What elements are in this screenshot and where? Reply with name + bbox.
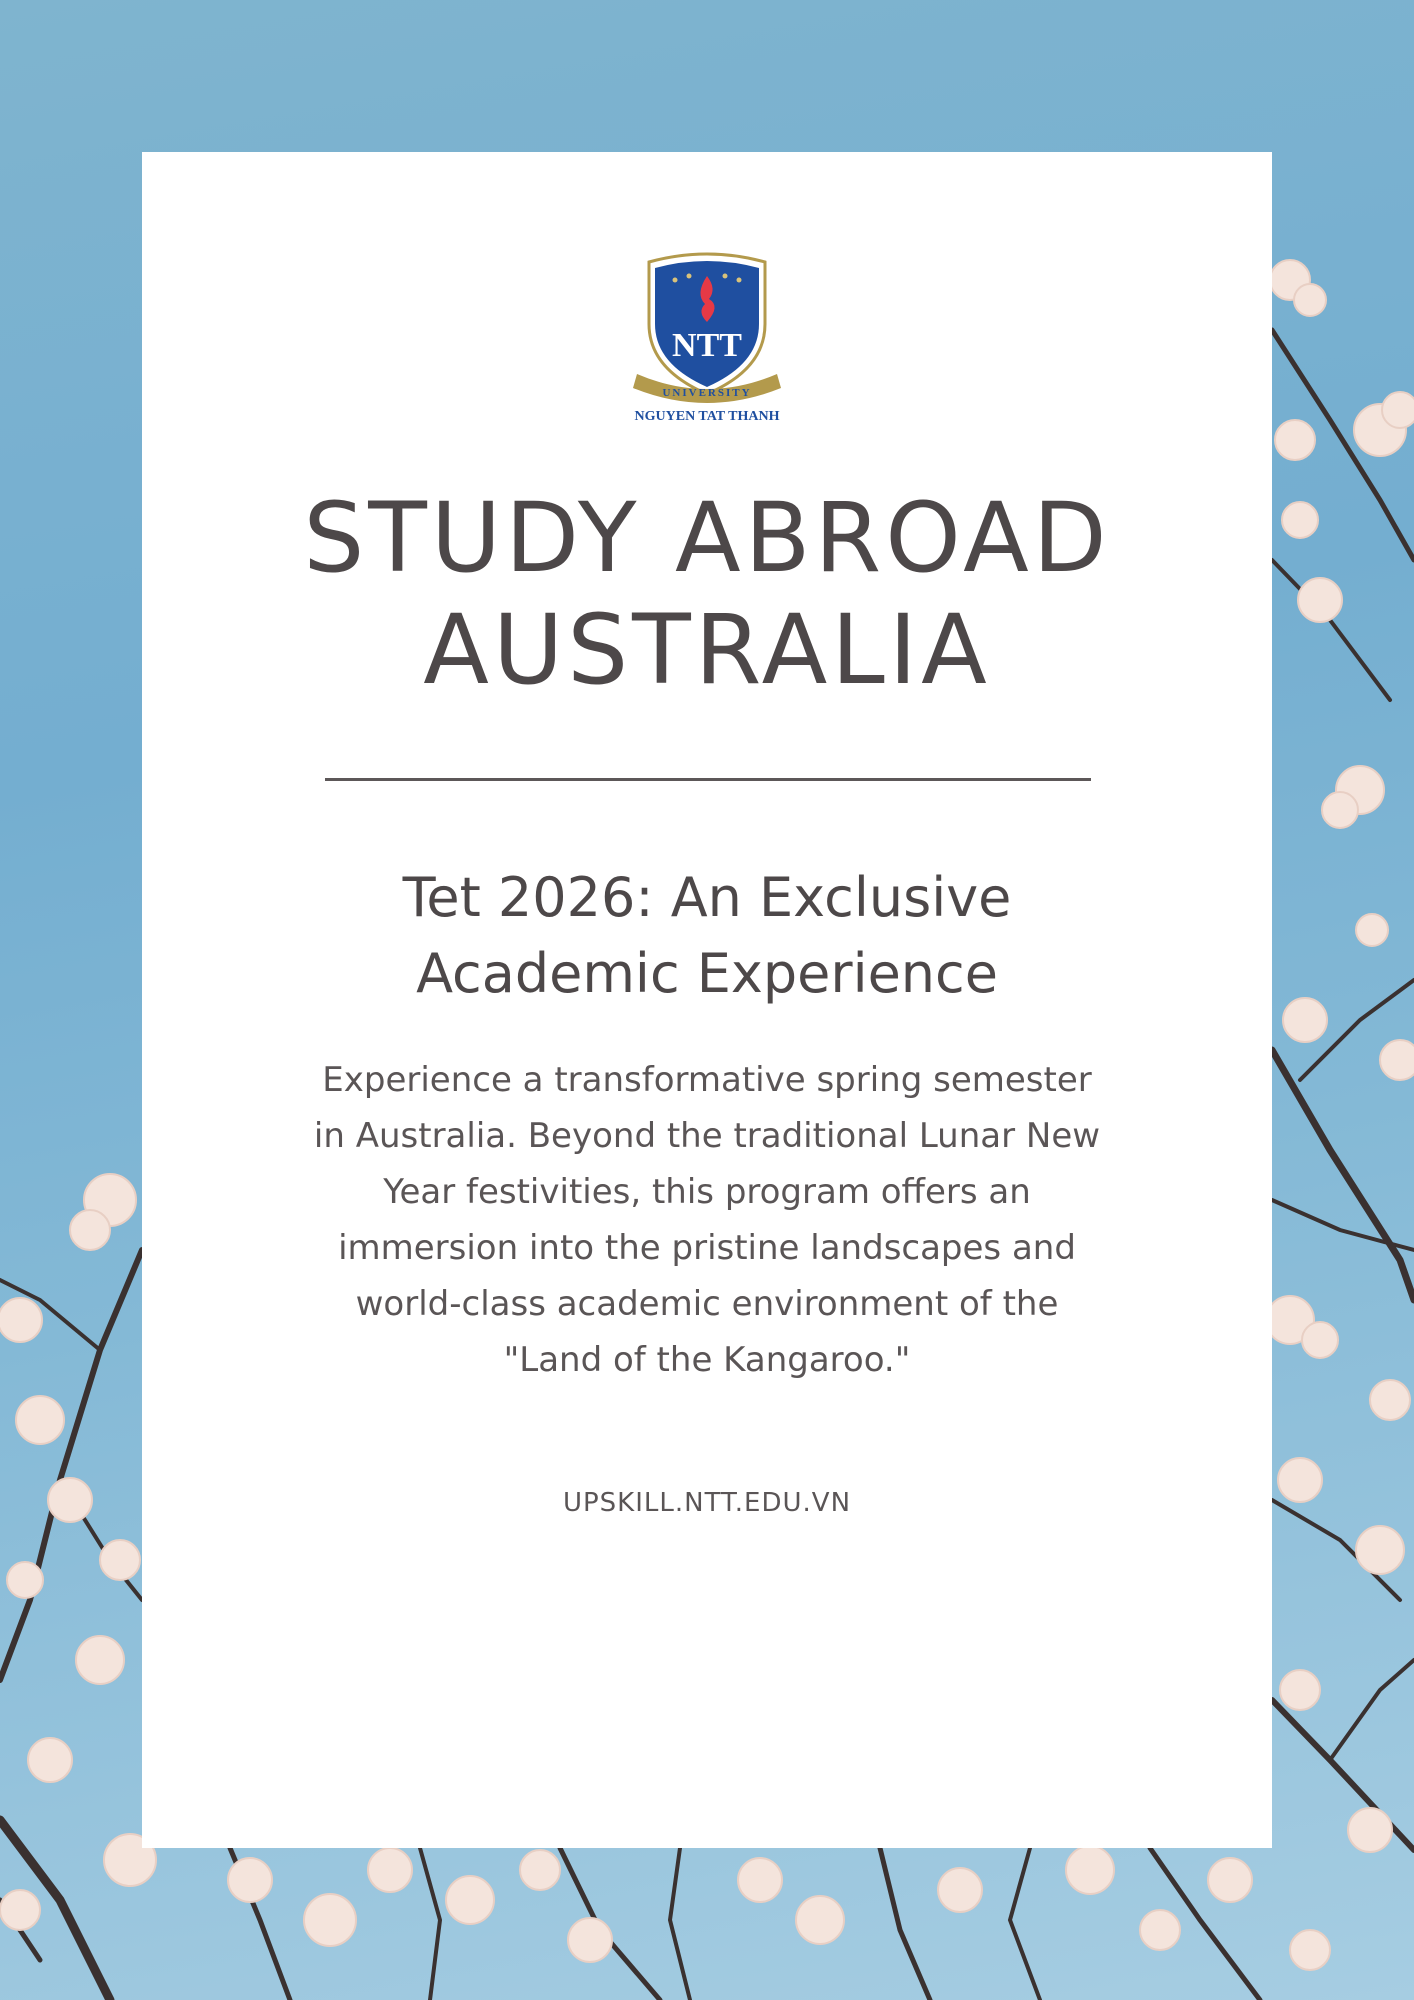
divider (325, 778, 1091, 781)
logo-monogram: NTT (672, 327, 742, 364)
title-line-2: AUSTRALIA (423, 594, 991, 706)
university-logo (617, 244, 797, 424)
poster-card (142, 152, 1272, 1848)
description-paragraph: Experience a transformative spring semester in Australia. Beyond the traditional Lunar New Year festivities, this program offers an immersion into the pristine landscapes and world-class academic environment of the "Land of the Kangaroo." (313, 1060, 1101, 1380)
website-url: UPSKILL.NTT.EDU.VN (562, 1488, 852, 1518)
title-line-1: STUDY ABROAD (303, 482, 1111, 594)
logo-ribbon-text: UNIVERSITY (662, 387, 752, 399)
subtitle (142, 860, 1272, 1012)
page-title (142, 482, 1272, 706)
subtitle-line-1: Tet 2026: An Exclusive (402, 866, 1012, 929)
logo-university-name: NGUYEN TAT THANH (634, 409, 780, 424)
subtitle-line-2: Academic Experience (416, 942, 998, 1005)
